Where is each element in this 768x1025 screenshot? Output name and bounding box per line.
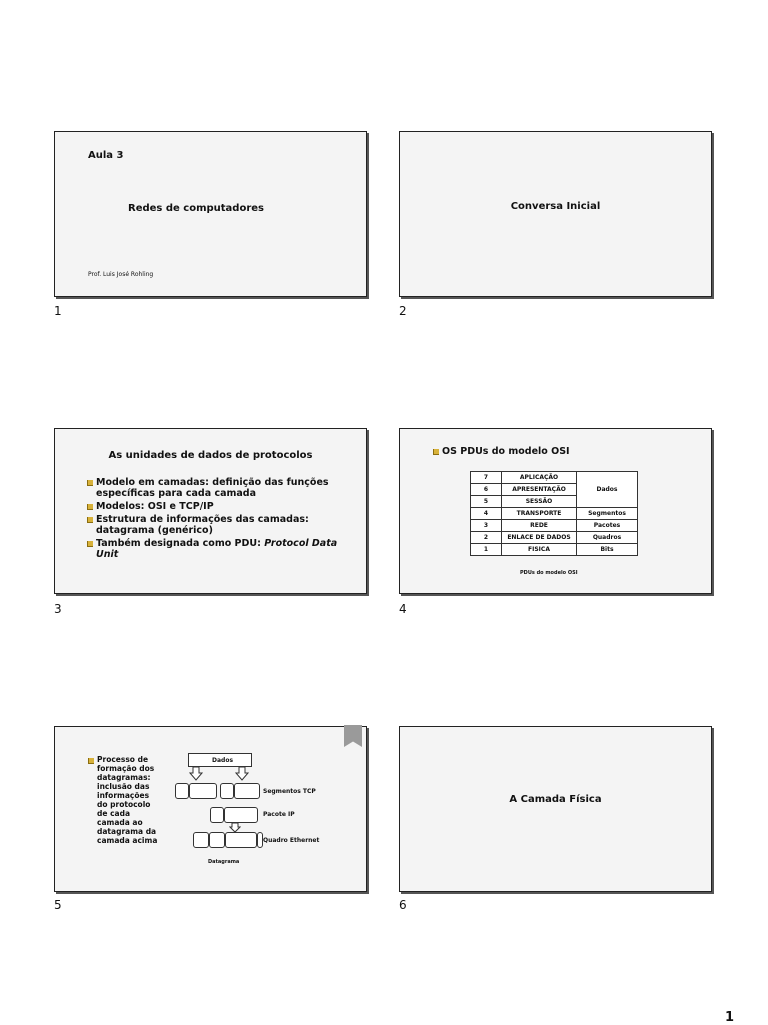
list-item: Modelo em camadas: definição das funções específicas para cada camada	[87, 477, 342, 499]
osi-pdu: Quadros	[577, 532, 638, 544]
osi-layer-name: TRANSPORTE	[502, 508, 577, 520]
osi-layer-name: FISICA	[502, 544, 577, 556]
pacote-ip-label: Pacote IP	[263, 811, 295, 818]
segmentos-tcp-label: Segmentos TCP	[263, 788, 316, 795]
list-item-text: Também designada como PDU:	[96, 538, 265, 549]
frame-cell	[209, 832, 225, 848]
slide-3-bullets	[87, 477, 342, 560]
slide-1	[54, 131, 367, 297]
slide-5	[54, 726, 367, 892]
osi-layer-name: ENLACE DE DADOS	[502, 532, 577, 544]
slide-2	[399, 131, 712, 297]
slide-4-title: OS PDUs do modelo OSI	[433, 446, 570, 457]
slide-4-number: 4	[399, 602, 407, 616]
slide-2-title: Conversa Inicial	[510, 201, 601, 212]
osi-pdu-merged: Dados	[577, 472, 638, 508]
slide-1-author: Prof. Luis José Rohling	[88, 271, 154, 278]
slide-6	[399, 726, 712, 892]
ip-header-cell	[210, 807, 224, 823]
dados-label: Dados	[212, 757, 234, 764]
osi-table	[470, 471, 638, 556]
osi-layer-name: REDE	[502, 520, 577, 532]
tcp-header-cell	[220, 783, 234, 799]
osi-layer-number: 5	[471, 496, 502, 508]
slide-5-bullet: Processo de formação dos datagramas: inclusão das informações do protocolo de cada camada ao datagrama da camada acima	[88, 755, 160, 845]
arrow-down-icon	[189, 767, 203, 781]
list-item-italic: Protocol Data Unit	[96, 538, 338, 560]
ip-data-cell	[224, 807, 258, 823]
list-item	[87, 538, 342, 560]
osi-table-caption: PDUs do modelo OSI	[520, 570, 578, 576]
tcp-data-cell	[234, 783, 260, 799]
slide-6-title: A Camada Física	[509, 794, 602, 805]
page-number: 1	[724, 1010, 734, 1025]
list-item: Modelos: OSI e TCP/IP	[87, 501, 342, 512]
arrow-down-icon	[235, 767, 249, 781]
slide-2-number: 2	[399, 304, 407, 318]
osi-layer-number: 2	[471, 532, 502, 544]
quadro-ethernet-label: Quadro Ethernet	[263, 837, 320, 844]
osi-layer-number: 7	[471, 472, 502, 484]
slide-3-number: 3	[54, 602, 62, 616]
osi-layer-number: 6	[471, 484, 502, 496]
datagrama-label: Datagrama	[208, 859, 240, 865]
osi-layer-name: APLICAÇÃO	[502, 472, 577, 484]
osi-layer-name: APRESENTAÇÃO	[502, 484, 577, 496]
list-item: Estrutura de informações das camadas: datagrama (genérico)	[87, 514, 342, 536]
osi-pdu: Segmentos	[577, 508, 638, 520]
osi-pdu: Pacotes	[577, 520, 638, 532]
slide-6-number: 6	[399, 898, 407, 912]
slide-1-course: Aula 3	[88, 150, 124, 161]
bookmark-icon	[344, 725, 362, 747]
frame-data-cell	[225, 832, 257, 848]
slide-3	[54, 428, 367, 594]
tcp-data-cell	[189, 783, 217, 799]
slide-3-title: As unidades de dados de protocolos	[108, 450, 313, 461]
slide-1-title: Redes de computadores	[128, 203, 264, 214]
slide-1-number: 1	[54, 304, 62, 318]
slide-4	[399, 428, 712, 594]
osi-layer-number: 4	[471, 508, 502, 520]
osi-layer-number: 3	[471, 520, 502, 532]
tcp-header-cell	[175, 783, 189, 799]
slide-5-number: 5	[54, 898, 62, 912]
osi-pdu: Bits	[577, 544, 638, 556]
osi-layer-name: SESSÃO	[502, 496, 577, 508]
osi-layer-number: 1	[471, 544, 502, 556]
frame-header-cell	[193, 832, 209, 848]
